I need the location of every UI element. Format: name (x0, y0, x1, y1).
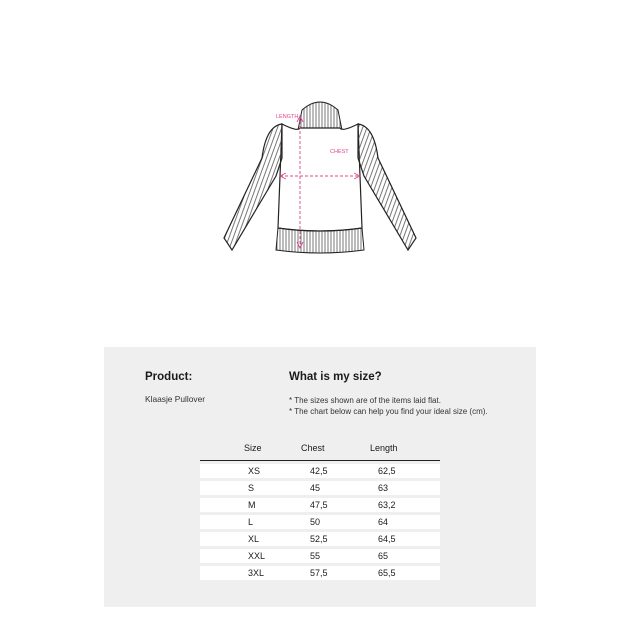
size-table (200, 443, 440, 580)
size-cell: XXL (248, 551, 266, 561)
size-cell: XS (248, 466, 261, 476)
table-row (200, 498, 440, 512)
note-laid-flat: * The sizes shown are of the items laid flat. (289, 396, 441, 405)
chest-cell: 52,5 (310, 534, 328, 544)
length-label: LENGTH (276, 114, 299, 120)
chest-cell: 57,5 (310, 568, 328, 578)
length-cell: 63 (378, 483, 389, 493)
chest-cell: 50 (310, 517, 321, 527)
turtleneck-sweater-icon (210, 88, 430, 268)
table-row (200, 515, 440, 529)
chest-cell: 47,5 (310, 500, 328, 510)
header-size: Size (244, 443, 262, 453)
product-name: Klaasje Pullover (145, 394, 206, 404)
chest-cell: 42,5 (310, 466, 328, 476)
length-cell: 65,5 (378, 568, 396, 578)
table-row (200, 481, 440, 495)
size-cell: 3XL (248, 568, 265, 578)
size-notes (289, 395, 488, 417)
size-cell: S (248, 483, 255, 493)
table-row (200, 566, 440, 580)
size-cell: L (248, 517, 254, 527)
size-cell: M (248, 500, 256, 510)
chest-cell: 55 (310, 551, 321, 561)
table-body (200, 464, 440, 580)
header-chest: Chest (301, 443, 325, 453)
chest-cell: 45 (310, 483, 321, 493)
table-row (200, 549, 440, 563)
size-heading: What is my size? (289, 371, 382, 383)
length-cell: 64 (378, 517, 389, 527)
note-chart-help: * The chart below can help you find your ideal size (cm). (289, 407, 488, 416)
size-cell: XL (248, 534, 260, 544)
table-header (200, 443, 440, 459)
length-cell: 65 (378, 551, 389, 561)
table-row (200, 464, 440, 478)
product-heading: Product: (145, 371, 193, 383)
header-divider (200, 460, 440, 461)
length-cell: 63,2 (378, 500, 396, 510)
chest-label: CHEST (330, 149, 349, 155)
length-cell: 64,5 (378, 534, 396, 544)
table-row (200, 532, 440, 546)
header-length: Length (370, 443, 398, 453)
size-info-panel (104, 347, 536, 607)
length-cell: 62,5 (378, 466, 396, 476)
